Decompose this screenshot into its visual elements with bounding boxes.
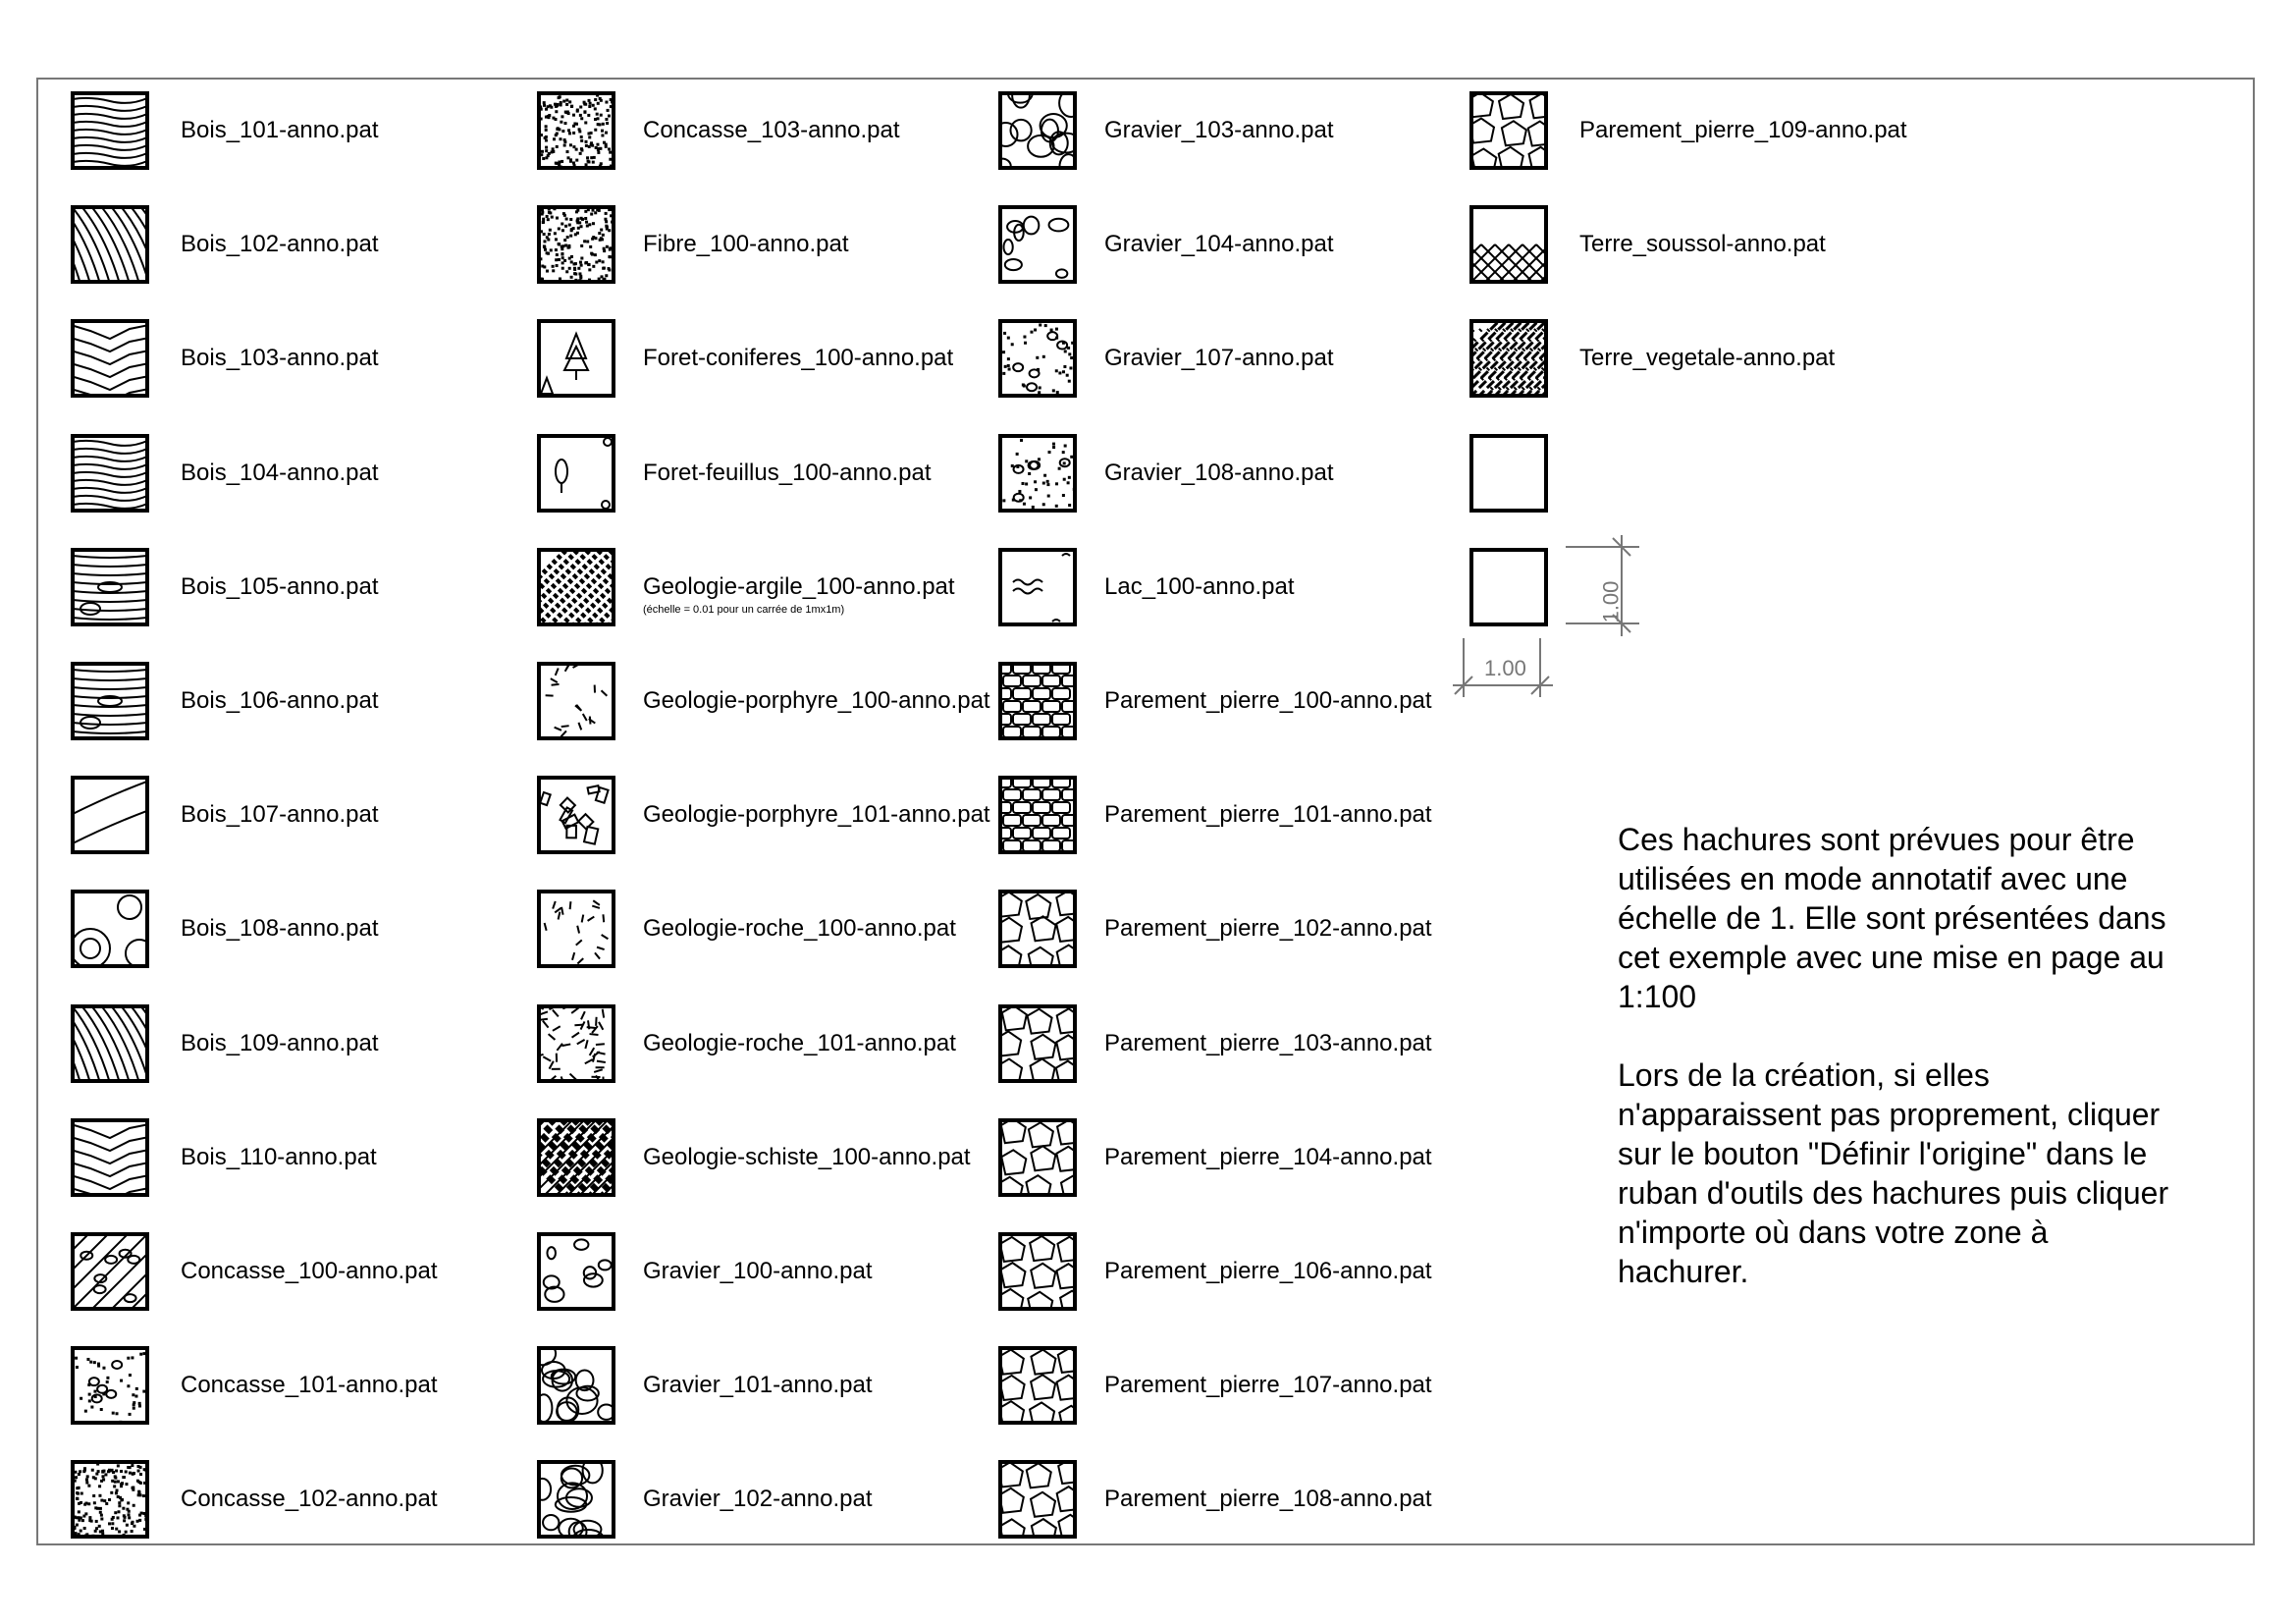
hatch-pattern-label: Bois_109-anno.pat (181, 1030, 379, 1056)
hatch-swatch-wood-wave (71, 319, 149, 398)
hatch-swatch-water (998, 548, 1077, 626)
hatch-swatch-dots (998, 319, 1077, 398)
hatch-swatch-dashes (537, 662, 615, 740)
hatch-pattern-item (537, 318, 953, 399)
hatch-pattern-item (998, 1231, 1432, 1312)
hatch-pattern-label: Gravier_100-anno.pat (643, 1258, 873, 1284)
hatch-swatch-wood-diag (71, 1004, 149, 1083)
hatch-pattern-label: Parement_pierre_102-anno.pat (1104, 915, 1432, 942)
hatch-pattern-item (537, 889, 956, 969)
hatch-pattern-label: Bois_103-anno.pat (181, 345, 379, 371)
hatch-swatch-stone-small (998, 662, 1077, 740)
hatch-pattern-label: Concasse_101-anno.pat (181, 1372, 438, 1398)
usage-note (1618, 820, 2246, 1330)
hatch-pattern-item (998, 1117, 1432, 1198)
hatch-swatch-rects (537, 776, 615, 854)
hatch-pattern-item (71, 1231, 438, 1312)
hatch-pattern-label: Bois_104-anno.pat (181, 460, 379, 486)
hatch-pattern-label: Geologie-argile_100-anno.pat (échelle = 0.01 pour un carrée de 1mx1m) (643, 573, 955, 616)
hatch-pattern-item (537, 1459, 872, 1540)
hatch-pattern-label: Geologie-schiste_100-anno.pat (643, 1144, 971, 1170)
hatch-pattern-item (71, 90, 379, 171)
dim-width-label: 1.00 (1484, 656, 1526, 680)
hatch-swatch-wood-rings (71, 890, 149, 968)
hatch-pattern-label: Lac_100-anno.pat (1104, 573, 1295, 600)
hatch-swatch-wood-h (71, 91, 149, 170)
hatch-swatch-dense-dashes (537, 1004, 615, 1083)
hatch-pattern-label: Bois_102-anno.pat (181, 231, 379, 257)
hatch-pattern-label: Concasse_103-anno.pat (643, 117, 900, 143)
hatch-pattern-label: Bois_110-anno.pat (181, 1144, 377, 1170)
hatch-swatch-wood-diag (71, 205, 149, 284)
hatch-swatch-stone (998, 1118, 1077, 1197)
hatch-pattern-item (1469, 318, 1835, 399)
hatch-pattern-label: Parement_pierre_107-anno.pat (1104, 1372, 1432, 1398)
hatch-pattern-label: Foret-feuillus_100-anno.pat (643, 460, 932, 486)
note-paragraph-2: Lors de la création, si elles n'apparaissent pas proprement, cliquer sur le bouton "Définir l'origine" dans le ruban d'outils des hachures puis cliquer n'importe où dans votre zone à hachurer. (1618, 1057, 2169, 1289)
hatch-swatch-stone (998, 1460, 1077, 1539)
hatch-pattern-sublabel: (échelle = 0.01 pour un carrée de 1mx1m) (643, 604, 845, 616)
hatch-swatch-leafy (537, 434, 615, 513)
hatch-pattern-item (998, 547, 1295, 627)
hatch-pattern-label: Parement_pierre_101-anno.pat (1104, 801, 1432, 828)
hatch-swatch-pebbles (998, 91, 1077, 170)
hatch-pattern-item (537, 1231, 872, 1312)
hatch-swatch-empty (1469, 434, 1548, 513)
hatch-swatch-wood-knot (71, 662, 149, 740)
hatch-swatch-wood-wave (71, 1118, 149, 1197)
hatch-pattern-item (71, 775, 379, 855)
hatch-pattern-label: Bois_107-anno.pat (181, 801, 379, 828)
hatch-pattern-item (71, 1003, 379, 1084)
hatch-swatch-stone (998, 1232, 1077, 1311)
hatch-pattern-label: Geologie-roche_100-anno.pat (643, 915, 956, 942)
hatch-swatch-pebbles-sparse (537, 1232, 615, 1311)
hatch-pattern-label: Geologie-porphyre_101-anno.pat (643, 801, 990, 828)
hatch-pattern-item (71, 204, 379, 285)
hatch-pattern-item (998, 889, 1432, 969)
hatch-pattern-label: Parement_pierre_103-anno.pat (1104, 1030, 1432, 1056)
hatch-pattern-item (998, 775, 1432, 855)
hatch-pattern-label: Gravier_101-anno.pat (643, 1372, 873, 1398)
hatch-pattern-label: Parement_pierre_108-anno.pat (1104, 1486, 1432, 1512)
hatch-pattern-label: Terre_soussol-anno.pat (1579, 231, 1826, 257)
hatch-pattern-item (1469, 90, 1907, 171)
hatch-pattern-item (71, 1345, 438, 1426)
hatch-pattern-item (998, 318, 1333, 399)
hatch-pattern-item (537, 204, 848, 285)
hatch-pattern-label: Bois_106-anno.pat (181, 687, 379, 714)
hatch-swatch-stone (998, 1004, 1077, 1083)
hatch-pattern-label: Foret-coniferes_100-anno.pat (643, 345, 954, 371)
hatch-pattern-label: Geologie-porphyre_100-anno.pat (643, 687, 990, 714)
hatch-pattern-label: Geologie-roche_101-anno.pat (643, 1030, 956, 1056)
hatch-pattern-label: Parement_pierre_106-anno.pat (1104, 1258, 1432, 1284)
hatch-swatch-stone (998, 1346, 1077, 1425)
hatch-swatch-dots (71, 1346, 149, 1425)
hatch-swatch-crosshatch (1469, 205, 1548, 284)
hatch-pattern-item (998, 204, 1333, 285)
hatch-pattern-item (1469, 433, 1548, 514)
hatch-pattern-item (537, 775, 990, 855)
hatch-pattern-label: Fibre_100-anno.pat (643, 231, 849, 257)
hatch-pattern-item (537, 661, 990, 741)
hatch-swatch-wood-single (71, 776, 149, 854)
hatch-swatch-stone (1469, 91, 1548, 170)
hatch-pattern-label: Terre_vegetale-anno.pat (1579, 345, 1836, 371)
hatch-swatch-gravel-diag (71, 1232, 149, 1311)
hatch-pattern-item (998, 90, 1333, 171)
hatch-pattern-label: Concasse_100-anno.pat (181, 1258, 438, 1284)
dim-height-label: 1.00 (1598, 580, 1624, 623)
hatch-swatch-pebbles (537, 1346, 615, 1425)
hatch-pattern-label: Gravier_107-anno.pat (1104, 345, 1334, 371)
hatch-pattern-item (537, 90, 900, 171)
hatch-swatch-pebbles-sparse (998, 205, 1077, 284)
hatch-swatch-pebbles (537, 1460, 615, 1539)
hatch-pattern-item (71, 1117, 377, 1198)
hatch-pattern-label: Bois_105-anno.pat (181, 573, 379, 600)
hatch-swatch-weave (1469, 319, 1548, 398)
hatch-pattern-item (998, 661, 1432, 741)
hatch-pattern-item (537, 1117, 971, 1198)
hatch-pattern-item (71, 547, 379, 627)
hatch-swatch-schist (537, 1118, 615, 1197)
hatch-swatch-dots (998, 434, 1077, 513)
hatch-pattern-label: Parement_pierre_109-anno.pat (1579, 117, 1907, 143)
hatch-pattern-label: Gravier_104-anno.pat (1104, 231, 1334, 257)
hatch-pattern-label: Gravier_102-anno.pat (643, 1486, 873, 1512)
hatch-swatch-conifer (537, 319, 615, 398)
hatch-pattern-label: Bois_108-anno.pat (181, 915, 379, 942)
hatch-pattern-item (537, 433, 932, 514)
hatch-swatch-clay (537, 548, 615, 626)
hatch-pattern-label: Bois_101-anno.pat (181, 117, 379, 143)
hatch-pattern-item (71, 433, 379, 514)
hatch-pattern-label: Gravier_103-anno.pat (1104, 117, 1334, 143)
hatch-pattern-item (537, 547, 955, 627)
hatch-pattern-item (71, 889, 379, 969)
hatch-swatch-wood-h (71, 434, 149, 513)
hatch-pattern-item (998, 1003, 1432, 1084)
hatch-swatch-dashes (537, 890, 615, 968)
hatch-swatch-stone-small (998, 776, 1077, 854)
hatch-pattern-label: Gravier_108-anno.pat (1104, 460, 1334, 486)
hatch-pattern-label: Parement_pierre_100-anno.pat (1104, 687, 1432, 714)
hatch-swatch-stone (998, 890, 1077, 968)
hatch-swatch-dense-dots (537, 91, 615, 170)
hatch-swatch-dense-dots (537, 205, 615, 284)
hatch-pattern-item (998, 1459, 1432, 1540)
hatch-pattern-item (1469, 204, 1826, 285)
hatch-pattern-item (998, 1345, 1432, 1426)
hatch-swatch-dense-dots (71, 1460, 149, 1539)
hatch-pattern-item (71, 318, 379, 399)
hatch-pattern-item (998, 433, 1333, 514)
hatch-swatch-wood-knot (71, 548, 149, 626)
hatch-pattern-item (537, 1345, 872, 1426)
hatch-pattern-label: Parement_pierre_104-anno.pat (1104, 1144, 1432, 1170)
hatch-pattern-label: Concasse_102-anno.pat (181, 1486, 438, 1512)
hatch-pattern-item (71, 1459, 438, 1540)
note-paragraph-1: Ces hachures sont prévues pour être utilisées en mode annotatif avec une échelle de 1. Elle sont présentées dans cet exemple avec une mise en page au 1:100 (1618, 822, 2166, 1014)
hatch-pattern-item (71, 661, 379, 741)
hatch-pattern-item (537, 1003, 956, 1084)
